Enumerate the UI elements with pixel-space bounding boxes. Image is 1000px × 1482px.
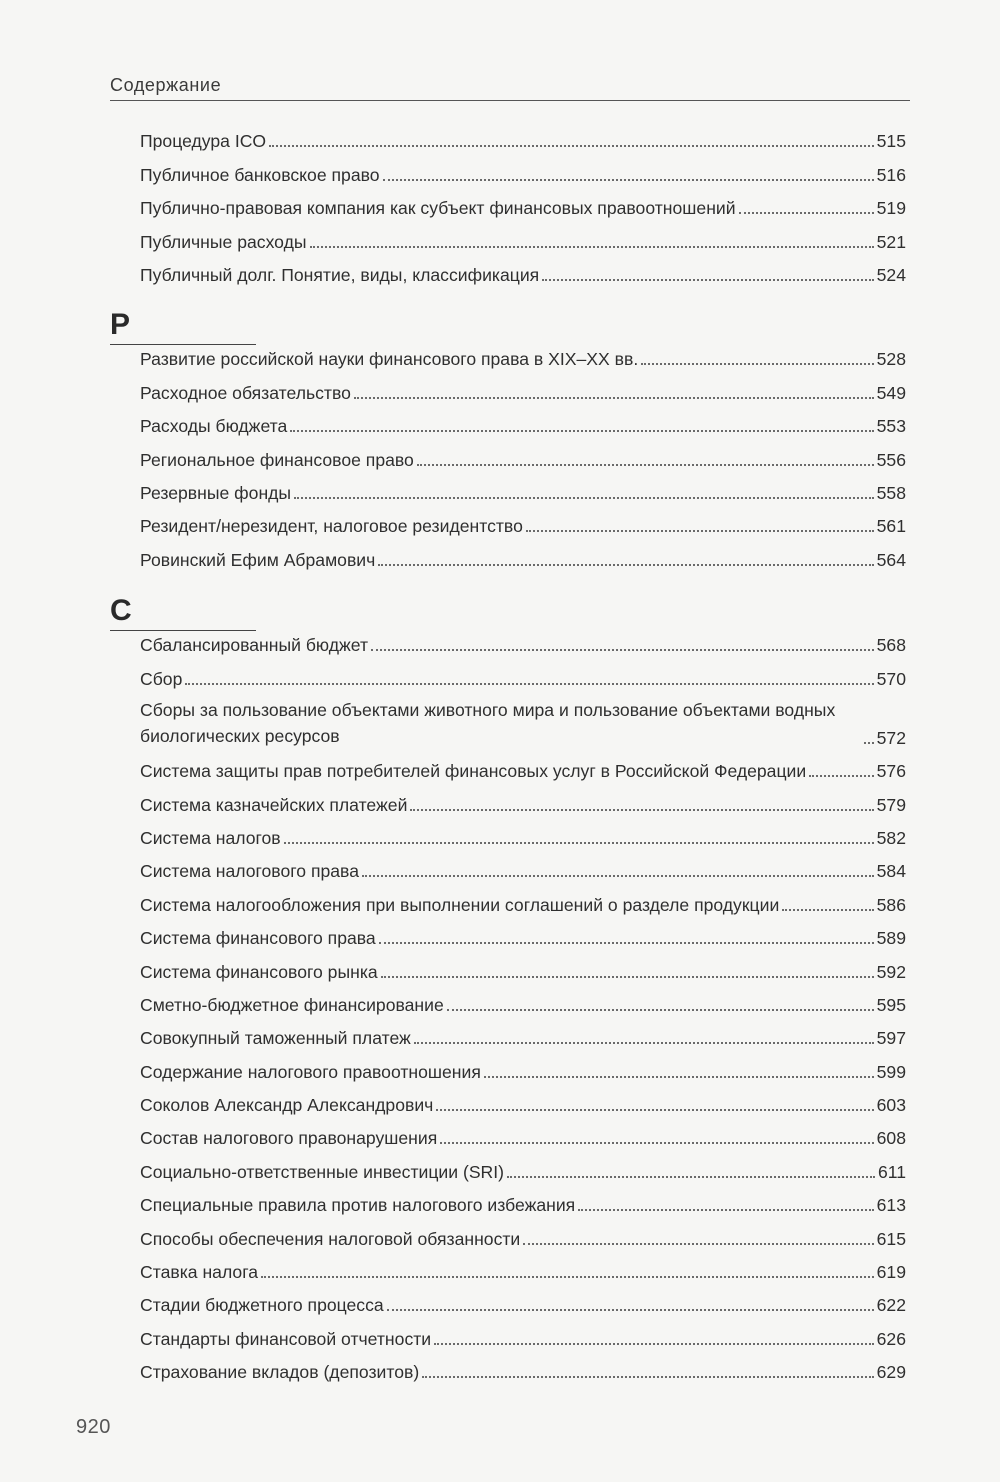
toc-entry[interactable]: [140, 885, 906, 918]
toc-entry-page: 619: [876, 1262, 906, 1283]
toc-entry[interactable]: [140, 340, 906, 373]
toc-entry-title: Содержание налогового правоотношения: [140, 1061, 481, 1082]
toc-entry-title: Резидент/нерезидент, налоговое резидентство: [140, 516, 523, 537]
toc-entry[interactable]: [140, 752, 906, 785]
toc-entry-title: Социально-ответственные инвестиции (SRI): [140, 1161, 505, 1182]
dot-leader: [269, 145, 874, 147]
toc-entry-title: Публичный долг. Понятие, виды, классификация: [140, 264, 540, 285]
toc-entry-title: Система налогов: [140, 827, 281, 848]
dot-leader: [434, 1343, 874, 1345]
toc-entry-page: 611: [877, 1161, 906, 1182]
toc-entry-title: Система защиты прав потребителей финансовых услуг в Российской Федерации: [140, 761, 807, 782]
toc-entry[interactable]: [140, 986, 906, 1019]
toc-entry-page: 561: [876, 516, 906, 537]
toc-entry[interactable]: [140, 507, 906, 540]
dot-leader: [290, 430, 873, 432]
toc-entry-page: 599: [876, 1061, 906, 1082]
dot-leader: [523, 1243, 873, 1245]
toc-entry[interactable]: [140, 1186, 906, 1219]
toc-entry-title: Система финансового рынка: [140, 961, 378, 982]
toc-entry-page: 528: [876, 349, 906, 370]
toc-entry[interactable]: [140, 1319, 906, 1352]
toc-entry[interactable]: [140, 256, 906, 289]
toc-entry-page: 579: [876, 794, 906, 815]
toc-entry-title: Процедура ICO: [140, 131, 267, 152]
toc-entry-page: 622: [876, 1295, 906, 1316]
toc-entry-title: Стадии бюджетного процесса: [140, 1295, 384, 1316]
toc-entry-title: Развитие российской науки финансового права в XIX–XX вв.: [140, 349, 639, 370]
toc-entry-page: 603: [876, 1095, 906, 1116]
dot-leader: [381, 976, 874, 978]
toc-entry-page: 584: [876, 861, 906, 882]
toc-entry-page: 564: [876, 549, 906, 570]
toc-entry[interactable]: [140, 407, 906, 440]
toc-entry-page: 592: [876, 961, 906, 982]
toc-entry-title: Сбалансированный бюджет: [140, 635, 369, 656]
toc-entry-page: 553: [876, 416, 906, 437]
dot-leader: [507, 1176, 875, 1178]
dot-leader: [484, 1076, 874, 1078]
toc-entry-title: Страхование вкладов (депозитов): [140, 1362, 420, 1383]
dot-leader: [417, 464, 874, 466]
toc-entry-title: Публично-правовая компания как субъект финансовых правоотношений: [140, 198, 736, 219]
dot-leader: [578, 1209, 873, 1211]
toc-entry-page: 519: [876, 198, 906, 219]
toc-entry-page: 556: [876, 449, 906, 470]
toc-entry-page: 589: [876, 928, 906, 949]
toc-entry-page: 597: [876, 1028, 906, 1049]
dot-leader: [641, 363, 873, 365]
toc-entry-page: 570: [876, 668, 906, 689]
toc-entry-page: 521: [876, 231, 906, 252]
toc-entry-title: Система финансового права: [140, 928, 376, 949]
toc-entry-page: 558: [876, 482, 906, 503]
toc-entry[interactable]: [140, 222, 906, 255]
toc-entry-page: 608: [876, 1128, 906, 1149]
toc-entry[interactable]: [140, 819, 906, 852]
toc-entry[interactable]: [140, 122, 906, 155]
toc-entry-title: Публичные расходы: [140, 231, 307, 252]
toc-entry-title: Публичное банковское право: [140, 164, 380, 185]
toc-entry[interactable]: [140, 1253, 906, 1286]
toc-entry[interactable]: [140, 693, 906, 752]
dot-leader: [436, 1109, 873, 1111]
dot-leader: [185, 683, 873, 685]
toc-entry-title: Сборы за пользование объектами животного мира и пользование объектами водных биологических ресурсов: [140, 699, 836, 746]
dot-leader: [362, 875, 874, 877]
toc-entry-title: Специальные правила против налогового избежания: [140, 1195, 576, 1216]
dot-leader: [310, 246, 874, 248]
dot-leader: [294, 497, 874, 499]
dot-leader: [284, 842, 874, 844]
dot-leader: [354, 397, 874, 399]
toc-entry-page: 595: [876, 994, 906, 1015]
dot-leader: [261, 1276, 874, 1278]
toc-entry-page: 516: [876, 164, 906, 185]
toc-entry-title: Ровинский Ефим Абрамович: [140, 549, 376, 570]
toc-entry-page: 613: [876, 1195, 906, 1216]
toc-entry[interactable]: [140, 1086, 906, 1119]
toc-entry[interactable]: [140, 155, 906, 188]
toc-entry[interactable]: [140, 919, 906, 952]
toc-entry-title: Сбор: [140, 668, 183, 689]
dot-leader: [809, 775, 873, 777]
toc-entry-page: 626: [876, 1328, 906, 1349]
toc-entry-title: Расходы бюджета: [140, 416, 288, 437]
toc-entry[interactable]: [140, 626, 906, 659]
toc-entry-title: Система налогового права: [140, 861, 359, 882]
toc-entry-page: 524: [876, 264, 906, 285]
page-number: 920: [76, 1416, 111, 1438]
toc-entry[interactable]: [140, 540, 906, 573]
toc-entry[interactable]: [140, 852, 906, 885]
toc-entry[interactable]: [140, 659, 906, 692]
toc-entry-page: 629: [876, 1362, 906, 1383]
toc-entry-page: 568: [876, 635, 906, 656]
toc-entry[interactable]: [140, 1353, 906, 1386]
toc-entry-title: Совокупный таможенный платеж: [140, 1028, 411, 1049]
toc-entry-page: 582: [876, 827, 906, 848]
toc-entry-page: 572: [876, 727, 906, 748]
toc-entry[interactable]: [140, 785, 906, 818]
toc-section-r: [140, 340, 906, 574]
toc-entry[interactable]: [140, 1286, 906, 1319]
dot-leader: [414, 1042, 874, 1044]
section-letter-r: Р: [110, 308, 256, 345]
toc-entry[interactable]: [140, 1219, 906, 1252]
dot-leader: [447, 1009, 874, 1011]
toc-entry[interactable]: [140, 952, 906, 985]
dot-leader: [739, 212, 874, 214]
dot-leader: [378, 564, 873, 566]
toc-entry-title: Состав налогового правонарушения: [140, 1128, 438, 1149]
running-header: Содержание: [110, 74, 910, 101]
toc-entry-title: Стандарты финансовой отчетности: [140, 1328, 432, 1349]
toc-entry-page: 549: [876, 382, 906, 403]
toc-entry-title: Расходное обязательство: [140, 382, 351, 403]
toc-entry[interactable]: [140, 474, 906, 507]
toc-entry-page: 615: [876, 1228, 906, 1249]
dot-leader: [440, 1142, 873, 1144]
toc-entry[interactable]: [140, 1152, 906, 1185]
dot-leader: [387, 1309, 874, 1311]
toc-entry[interactable]: [140, 1119, 906, 1152]
toc-entry-title: Соколов Александр Александрович: [140, 1095, 434, 1116]
dot-leader: [379, 942, 874, 944]
dot-leader: [383, 179, 874, 181]
section-letter-s: С: [110, 594, 256, 631]
dot-leader: [371, 649, 874, 651]
toc-entry-page: 576: [876, 761, 906, 782]
dot-leader: [542, 279, 873, 281]
toc-entry-title: Региональное финансовое право: [140, 449, 414, 470]
toc-entry[interactable]: [140, 1052, 906, 1085]
toc-entry-title: Система налогообложения при выполнении соглашений о разделе продукции: [140, 894, 780, 915]
toc-entry-title: Система казначейских платежей: [140, 794, 408, 815]
toc-entry[interactable]: [140, 440, 906, 473]
toc-entry-title: Резервные фонды: [140, 482, 292, 503]
dot-leader: [526, 530, 874, 532]
dot-leader: [864, 742, 874, 744]
toc-entry[interactable]: [140, 1019, 906, 1052]
toc-entry-title: Способы обеспечения налоговой обязанности: [140, 1228, 521, 1249]
toc-section-s: [140, 626, 906, 1386]
toc-section-p: [140, 122, 906, 289]
toc-entry-title: Сметно-бюджетное финансирование: [140, 994, 444, 1015]
dot-leader: [410, 809, 873, 811]
toc-entry-page: 586: [876, 894, 906, 915]
toc-entry-title: Ставка налога: [140, 1262, 259, 1283]
toc-entry[interactable]: [140, 189, 906, 222]
toc-entry[interactable]: [140, 373, 906, 406]
dot-leader: [422, 1376, 873, 1378]
dot-leader: [782, 909, 873, 911]
toc-entry-page: 515: [876, 131, 906, 152]
